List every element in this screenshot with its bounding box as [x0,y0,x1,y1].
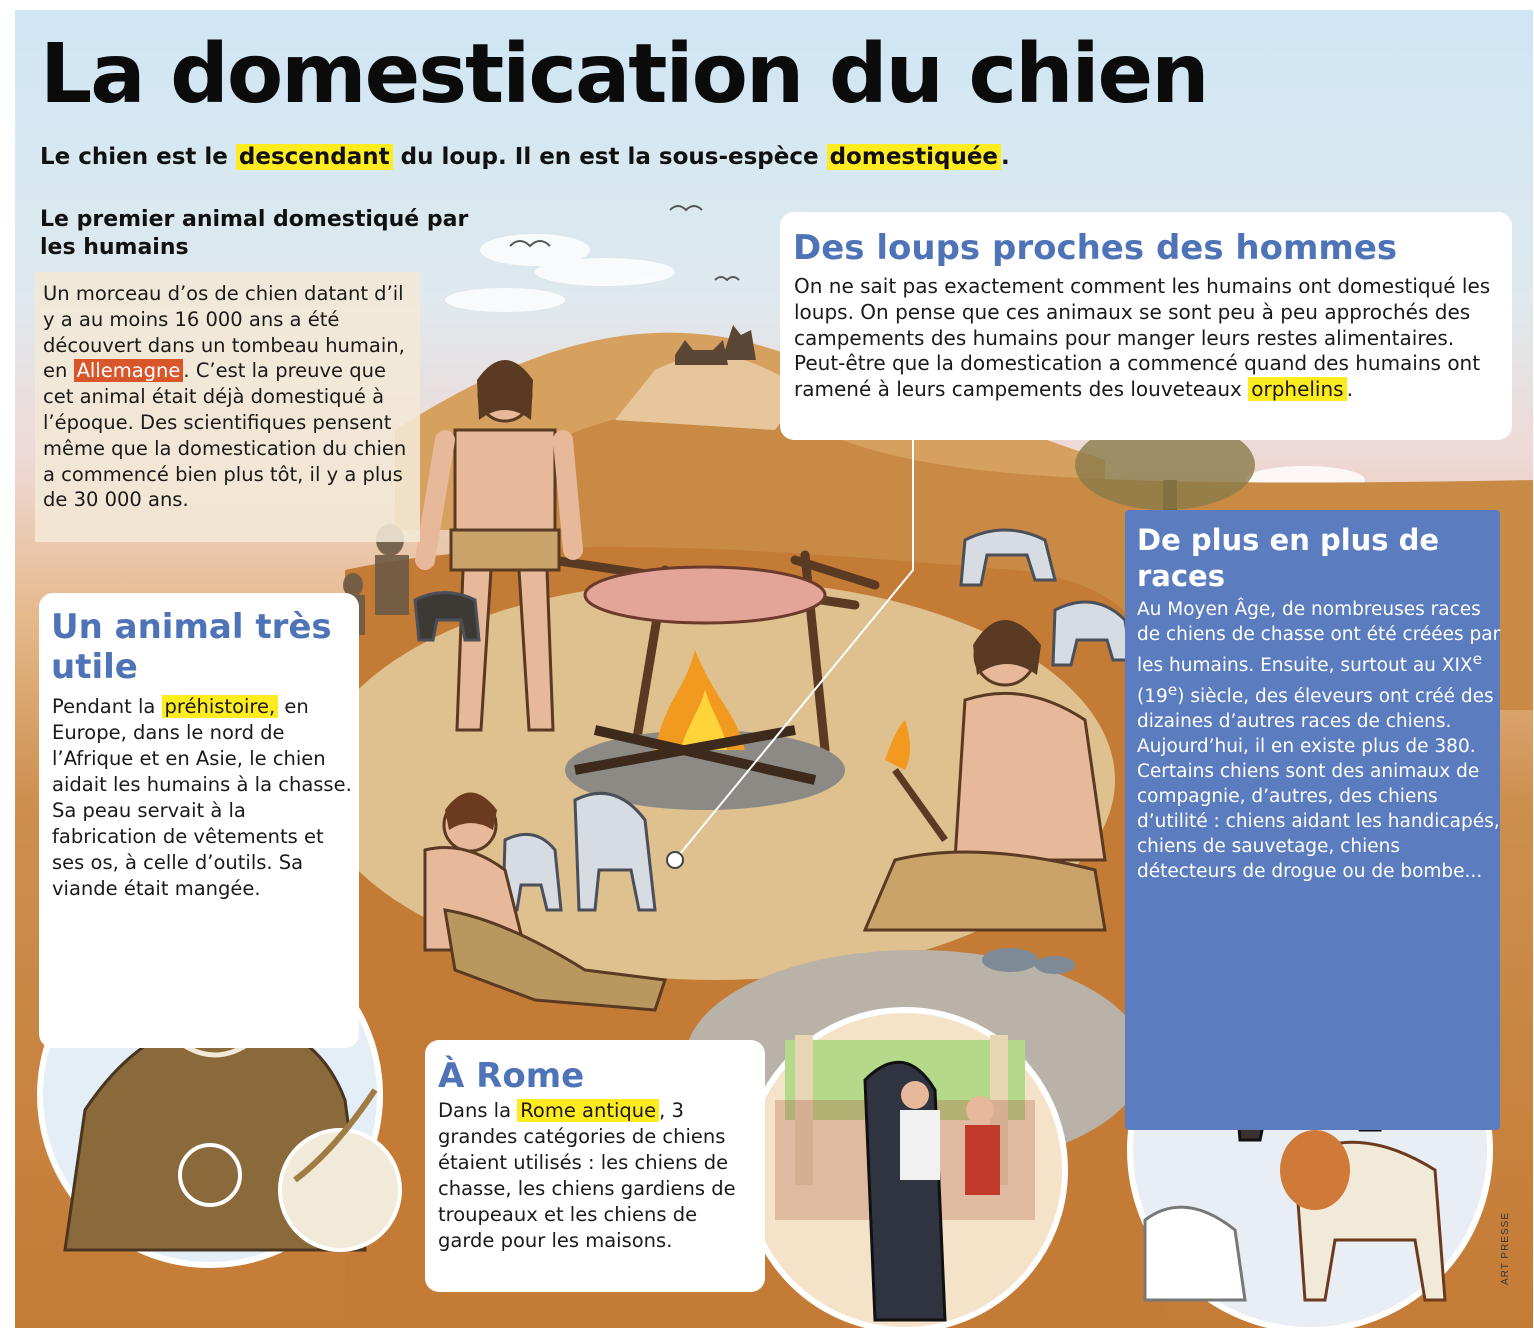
premier-paragraph [35,272,420,522]
rome-circle-illustration [745,1010,1065,1328]
premier-animal-card [35,272,420,542]
premier-text: . C’est la preuve que cet animal était déjà domestiqué à l’époque. Des scientifiques pensent même que la domestication du chien a commencé bien plus tôt, il y a plus de 30 000 ans. [43,359,407,512]
premier-heading: Le premier animal domestiqué par les humains [40,207,469,260]
loups-card [780,212,1512,440]
rome-heading: À Rome [438,1056,585,1096]
races-text: ) siècle, des éleveurs ont créé des dizaines d’autres races de chiens. Aujourd’hui, il en existe plus de 380. Certains chiens sont des animaux de compagnie, d’autres, des chiens d’utilité : chiens aidant les handicapés, chiens de sauvetage, chiens détecteurs de drogue ou de bombe... [1137,686,1500,883]
races-card [1125,510,1500,1130]
subtitle-text: Le chien est le [40,144,236,170]
races-heading: De plus en plus de races [1137,523,1440,593]
roasting-animal-icon [585,567,825,623]
subtitle-text: du loup. Il en est la sous-espèce [392,144,827,170]
subtitle [40,144,1010,170]
races-text: (19 [1137,686,1168,708]
animal-utile-card [39,593,359,1048]
poster [15,10,1533,1328]
loups-paragraph [794,274,1504,403]
races-text: Au Moyen Âge, de nombreuses races de chiens de chasse ont été créées par les humains. Ensuite, surtout au XIX [1137,599,1501,677]
utile-heading: Un animal très utile [51,607,332,687]
rome-text: Dans la [438,1099,518,1122]
loups-text: . [1346,377,1353,402]
loups-highlight-orphelins: orphelins [1248,377,1346,401]
loups-text: On ne sait pas exactement comment les humains ont domestiqué les loups. On pense que ces animaux se sont peu à peu approchés des campements des humains pour manger leurs restes alimentaires. Peut-être que la domestication a commencé quand des humains ont ramené à leurs campements des louveteaux [794,274,1491,402]
utile-text: Pendant la [52,695,162,718]
races-paragraph [1137,597,1502,884]
rome-paragraph [438,1098,758,1254]
page-title: La domestication du chien [40,27,1208,122]
races-superscript: e [1167,681,1178,700]
rome-text: , 3 grandes catégories de chiens étaient utilisés : les chiens de chasse, les chiens gardiens de troupeaux et les chiens de garde pour les maisons. [438,1099,736,1252]
subtitle-highlight-domestiquee: domestiquée [827,144,1001,170]
races-superscript: e [1472,650,1483,668]
rome-card [425,1040,765,1292]
utile-highlight-prehistoire: préhistoire, [162,695,279,718]
premier-text: Un morceau d’os de chien datant d’il y a au moins 16 000 ans a été découvert dans un tombeau humain, en [43,282,405,383]
credit-label: ART PRESSE [1500,1212,1511,1285]
premier-highlight-allemagne: Allemagne [74,359,184,382]
utile-paragraph [52,694,352,902]
rome-highlight-rome-antique: Rome antique [517,1099,659,1122]
subtitle-text: . [1001,144,1010,170]
loups-heading: Des loups proches des hommes [793,228,1398,268]
subtitle-highlight-descendant: descendant [236,144,393,170]
utile-text: en Europe, dans le nord de l’Afrique et en Asie, le chien aidait les humains à la chasse. Sa peau servait à la fabrication de vêtements et ses os, à celle d’outils. Sa viande était mangée. [52,695,352,900]
